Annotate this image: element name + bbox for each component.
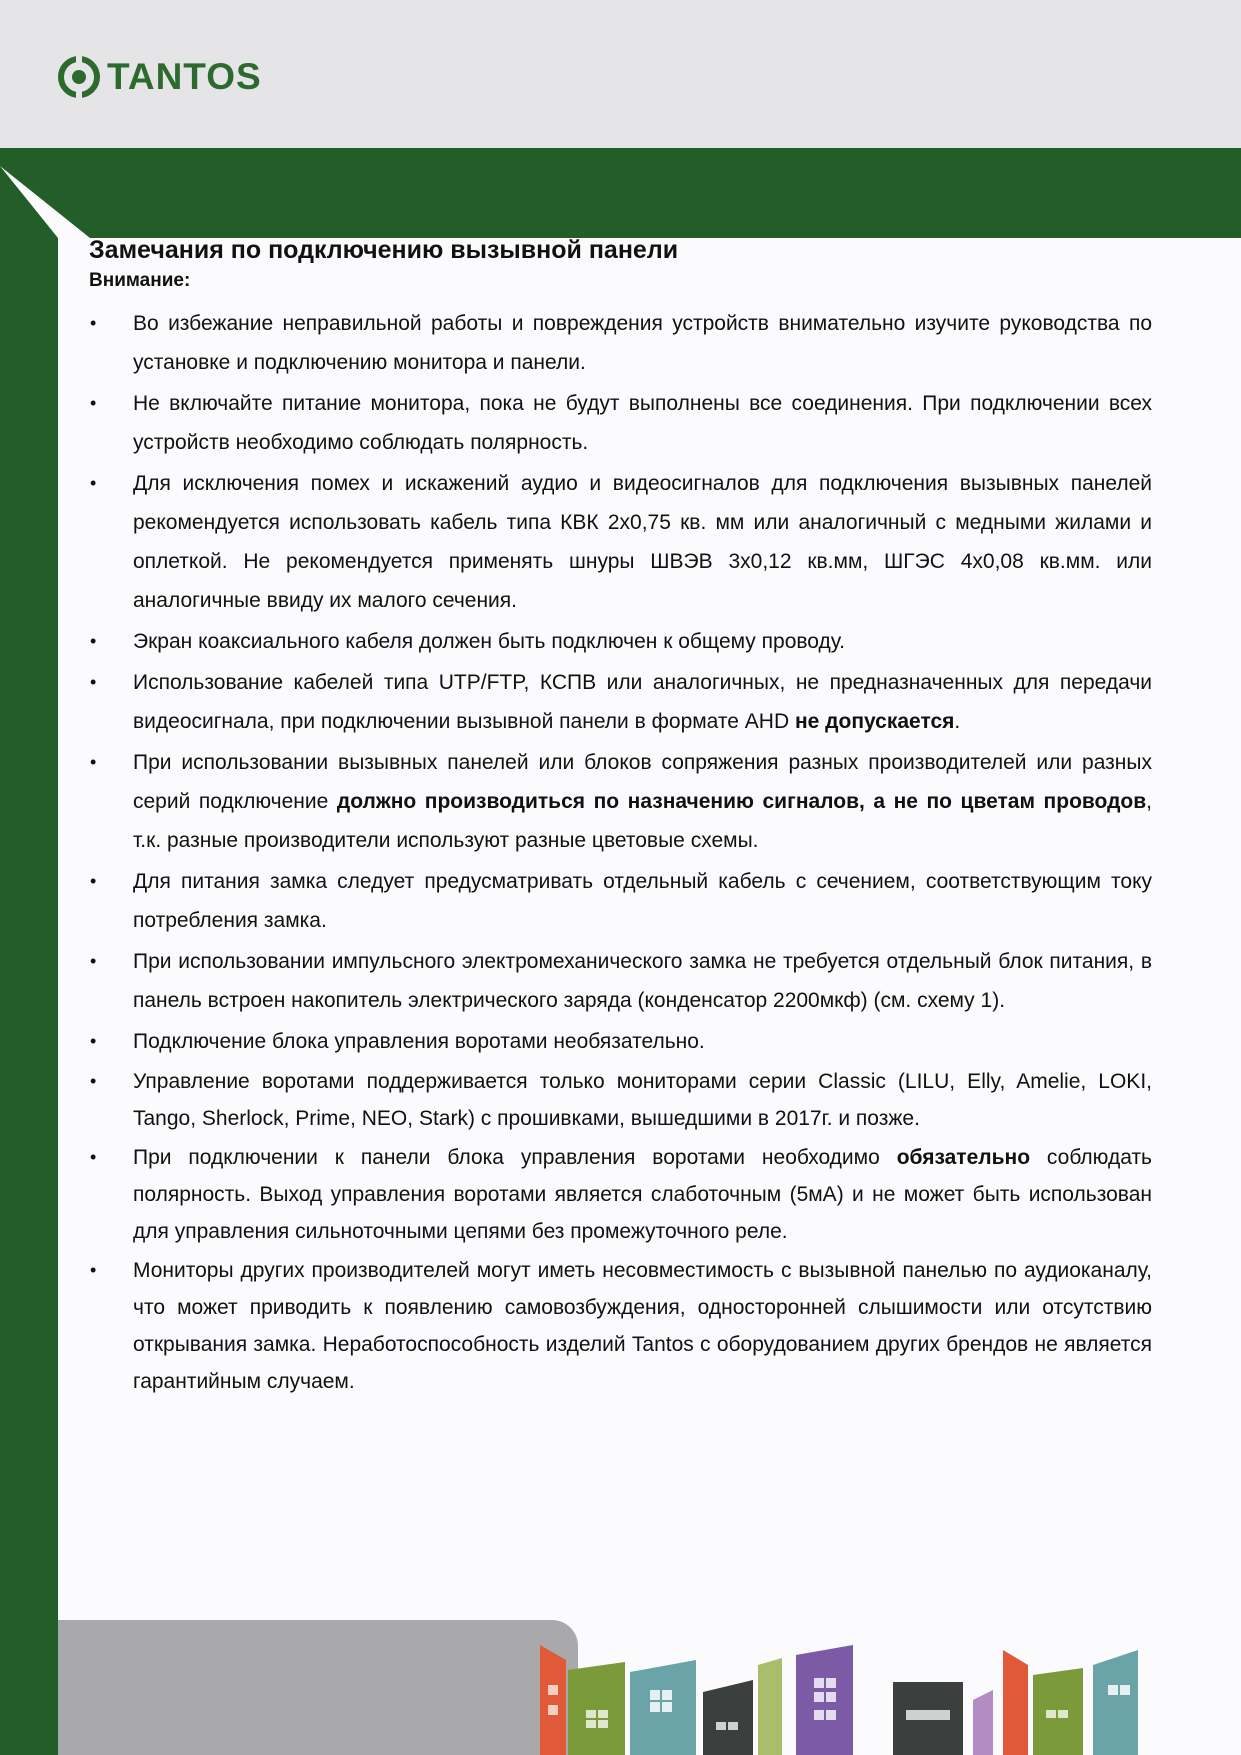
brand-name: TANTOS	[107, 56, 262, 97]
bullet-marker: •	[90, 1031, 97, 1051]
bold-text: не допускается	[794, 710, 955, 733]
list-item	[89, 862, 1152, 940]
item-text: Использование кабелей типа UTP/FTP, КСПВ или аналогичных, не предназначенных для передачи видеосигнала, при подключении вызывной панели в формате AHD	[133, 671, 1152, 733]
bullet-marker: •	[90, 672, 97, 692]
notes-list	[89, 304, 1152, 1402]
list-item	[89, 1022, 1152, 1061]
page-header	[0, 0, 1241, 148]
item-text: Не включайте питание монитора, пока не будут выполнены все соединения. При подключении всех устройств необходимо соблюдать полярность.	[133, 392, 1152, 454]
item-text: Во избежание неправильной работы и повреждения устройств внимательно изучите руководства по установке и подключению монитора и панели.	[133, 312, 1152, 374]
bullet-marker: •	[90, 631, 97, 651]
document-title: Замечания по подключению вызывной панели	[89, 236, 679, 264]
bullet-marker: •	[90, 752, 97, 772]
green-side-bar	[0, 148, 58, 1755]
bullet-marker: •	[90, 473, 97, 493]
item-text: При использовании вызывных панелей или блоков сопряжения разных производителей или разных серий подключение	[133, 751, 1152, 813]
bold-text: должно производиться по назначению сигналов, а не по цветам проводов	[336, 790, 1147, 813]
tantos-logo-icon	[56, 54, 102, 100]
item-text: Для исключения помех и искажений аудио и видеосигналов для подключения вызывных панелей рекомендуется использовать кабель типа КВК 2х0,75 кв. мм или аналогичный с медными жилами и оплеткой. Не рекомендуется применять шнуры ШВЭВ 3х0,12 кв.мм, ШГЭС 4х0,08 кв.мм. или аналогичные ввиду их малого сечения.	[133, 472, 1152, 612]
list-item	[89, 743, 1152, 860]
bullet-marker: •	[90, 871, 97, 891]
list-item	[89, 1139, 1152, 1250]
item-text: Управление воротами поддерживается только мониторами серии Classic (LILU, Elly, Amelie, LOKI, Tango, Sherlock, Prime, NEO, Stark) с прошивками, вышедшими в 2017г. и позже.	[133, 1070, 1152, 1130]
item-text: , т.к. разные производители используют разные цветовые схемы.	[133, 790, 1152, 852]
list-item	[89, 1252, 1152, 1400]
list-item	[89, 1063, 1152, 1137]
item-text: При использовании импульсного электромеханического замка не требуется отдельный блок питания, в панель встроен накопитель электрического заряда (конденсатор 2200мкф) (см. схему 1).	[133, 950, 1152, 1012]
bullet-marker: •	[90, 1147, 97, 1167]
green-header-band	[0, 148, 1241, 238]
bullet-marker: •	[90, 393, 97, 413]
item-text: Экран коаксиального кабеля должен быть подключен к общему проводу.	[133, 630, 846, 653]
attention-label: Внимание:	[89, 270, 191, 291]
list-item	[89, 304, 1152, 382]
footer-illustration	[58, 1610, 1241, 1755]
brand-logo	[56, 52, 262, 102]
list-item	[89, 384, 1152, 462]
list-item	[89, 622, 1152, 661]
city-buildings-illustration	[58, 1610, 1241, 1755]
item-text: Для питания замка следует предусматривать отдельный кабель с сечением, соответствующим току потребления замка.	[133, 870, 1152, 932]
item-text: При подключении к панели блока управления воротами необходимо	[133, 1146, 897, 1169]
list-item	[89, 464, 1152, 620]
list-item	[89, 663, 1152, 741]
item-text: соблюдать полярность. Выход управления воротами является слаботочным (5мА) и не может быть использован для управления сильноточными цепями без промежуточного реле.	[133, 1146, 1152, 1243]
bullet-marker: •	[90, 951, 97, 971]
bullet-marker: •	[90, 1260, 97, 1280]
bullet-marker: •	[90, 313, 97, 333]
bold-text: обязательно	[896, 1146, 1031, 1169]
item-text: Подключение блока управления воротами необязательно.	[133, 1030, 705, 1053]
item-text: .	[954, 710, 961, 733]
item-text: Мониторы других производителей могут иметь несовместимость с вызывной панелью по аудиоканалу, что может приводить к появлению самовозбуждения, односторонней слышимости или отсутствию открывания замка. Неработоспособность изделий Tantos с оборудованием других брендов не является гарантийным случаем.	[133, 1259, 1152, 1393]
bullet-marker: •	[90, 1071, 97, 1091]
list-item	[89, 942, 1152, 1020]
